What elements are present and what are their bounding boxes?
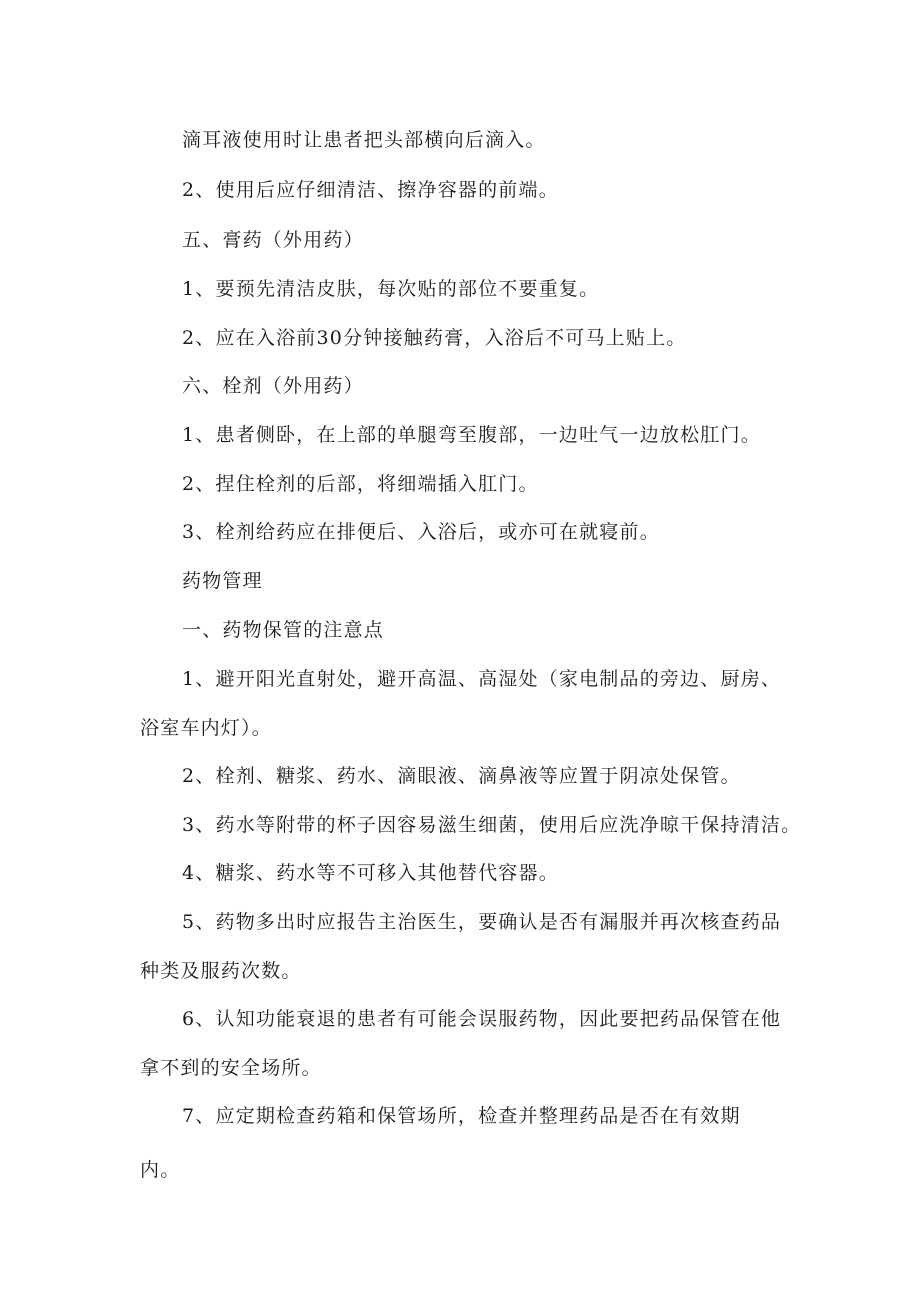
paragraph-line: 内。: [140, 1159, 181, 1181]
paragraph-line: 3、药水等附带的杯子因容易滋生细菌，使用后应洗净晾干保持清洁。: [182, 814, 802, 836]
paragraph-line: 浴室车内灯）。: [140, 717, 272, 739]
paragraph-line: 4、糖浆、药水等不可移入其他替代容器。: [182, 862, 559, 884]
section-heading: 六、栓剂（外用药）: [182, 375, 364, 397]
paragraph-line: 7、应定期检查药箱和保管场所，检查并整理药品是否在有效期: [182, 1105, 741, 1127]
section-heading: 药物管理: [182, 570, 263, 592]
paragraph-line: 5、药物多出时应报告主治医生，要确认是否有漏服并再次核查药品: [182, 911, 782, 933]
section-heading: 五、膏药（外用药）: [182, 229, 364, 251]
paragraph-line: 1、要预先清洁皮肤，每次贴的部位不要重复。: [182, 278, 600, 300]
paragraph-line: 6、认知功能衰退的患者有可能会误服药物，因此要把药品保管在他: [182, 1008, 782, 1030]
paragraph-line: 2、栓剂、糖浆、药水、滴眼液、滴鼻液等应置于阴凉处保管。: [182, 765, 741, 787]
paragraph-line: 滴耳液使用时让患者把头部横向后滴入。: [182, 129, 546, 151]
paragraph-line: 2、捏住栓剂的后部，将细端插入肛门。: [182, 473, 539, 495]
paragraph-line: 1、避开阳光直射处，避开高温、高湿处（家电制品的旁边、厨房、: [182, 668, 782, 690]
paragraph-line: 3、栓剂给药应在排便后、入浴后，或亦可在就寝前。: [182, 521, 660, 543]
paragraph-line: 1、患者侧卧，在上部的单腿弯至腹部，一边吐气一边放松肛门。: [182, 424, 761, 446]
paragraph-line: 种类及服药次数。: [140, 960, 302, 982]
paragraph-line: 拿不到的安全场所。: [140, 1057, 322, 1079]
paragraph-line: 2、应在入浴前30分钟接触药膏，入浴后不可马上贴上。: [182, 327, 687, 349]
section-heading: 一、药物保管的注意点: [182, 619, 385, 641]
paragraph-line: 2、使用后应仔细清洁、擦净容器的前端。: [182, 179, 559, 201]
